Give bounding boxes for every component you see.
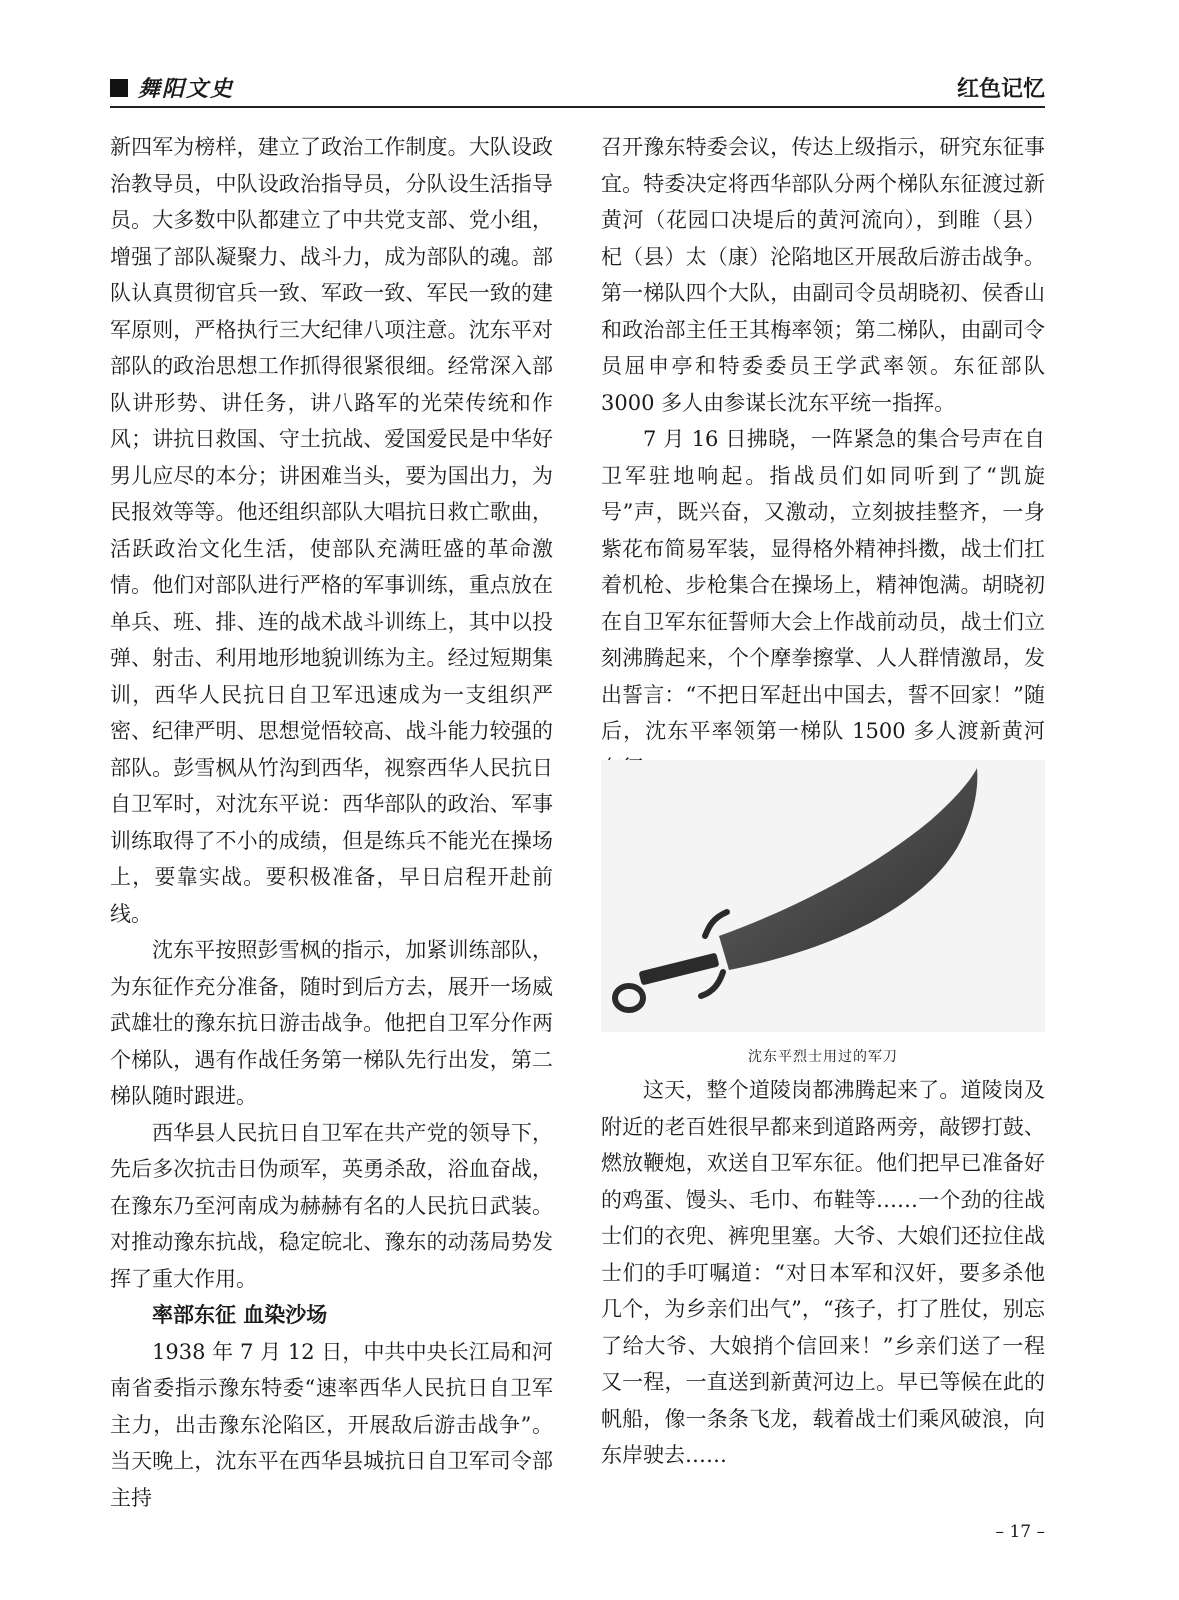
- guard-top: [705, 912, 727, 936]
- header-rule: [110, 106, 1045, 108]
- paragraph: 新四军为榜样，建立了政治工作制度。大队设政治教导员，中队设政治指导员，分队设生活指导员。大多数中队都建立了中共党支部、党小组，增强了部队凝聚力、战斗力，成为部队的魂。部队认真贯彻官兵一致、军政一致、军民一致的建军原则，严格执行三大纪律八项注意。沈东平对部队的政治思想工作抓得很紧很细。经常深入部队讲形势、讲任务，讲八路军的光荣传统和作风；讲抗日救国、守土抗战、爱国爱民是中华好男儿应尽的本分；讲困难当头，要为国出力，为民报效等等。他还组织部队大唱抗日救亡歌曲，活跃政治文化生活，使部队充满旺盛的革命激情。他们对部队进行严格的军事训练，重点放在单兵、班、排、连的战术战斗训练上，其中以投弹、射击、利用地形地貌训练为主。经过短期集训，西华人民抗日自卫军迅速成为一支组织严密、纪律严明、思想觉悟较高、战斗能力较强的部队。彭雪枫从竹沟到西华，视察西华人民抗日自卫军时，对沈东平说：西华部队的政治、军事训练取得了不小的成绩，但是练兵不能光在操场上，要靠实战。要积极准备，早日启程开赴前线。: [110, 135, 553, 926]
- blade: [719, 768, 977, 970]
- paragraph: 这天，整个道陵岗都沸腾起来了。道陵岗及附近的老百姓很早都来到道路两旁，敲锣打鼓、燃放鞭炮，欢送自卫军东征。他们把早已准备好的鸡蛋、馒头、毛巾、布鞋等……一个劲的往战士们的衣兜、裤兜里塞。大爷、大娘们还拉住战士们的手叮嘱道：“对日本军和汉奸，要多杀他几个，为乡亲们出气”，“孩子，打了胜仗，别忘了给大爷、大娘捎个信回来！”乡亲们送了一程又一程，一直送到新黄河边上。早已等候在此的帆船，像一条条飞龙，载着战士们乘风破浪，向东岸驶去……: [601, 1078, 1045, 1467]
- section-title: 红色记忆: [956, 77, 1045, 102]
- paragraph: 西华县人民抗日自卫军在共产党的领导下，先后多次抗击日伪顽军，英勇杀敌，浴血奋战，在豫东乃至河南成为赫赫有名的人民抗日武装。对推动豫东抗战，稳定皖北、豫东的动荡局势发挥了重大作用。: [110, 1120, 553, 1291]
- journal-title: 舞阳文史: [138, 76, 235, 102]
- grip: [638, 953, 719, 986]
- guard-bottom: [701, 972, 723, 996]
- section-heading: 率部东征 血染沙场: [152, 1303, 328, 1327]
- right-column-top: [601, 129, 1045, 786]
- sword-illustration: [601, 760, 1045, 1032]
- page-number: – 17 –: [995, 1522, 1045, 1542]
- paragraph: 沈东平按照彭雪枫的指示，加紧训练部队，为东征作充分准备，随时到后方去，展开一场威武雄壮的豫东抗日游击战争。他把自卫军分作两个梯队，遇有作战任务第一梯队先行出发，第二梯队随时跟进。: [110, 938, 553, 1108]
- header-square-mark: [110, 79, 128, 97]
- left-column: [110, 129, 553, 1516]
- sword-photo: [601, 760, 1045, 1032]
- paragraph: 召开豫东特委会议，传达上级指示，研究东征事宜。特委决定将西华部队分两个梯队东征渡过新黄河（花园口决堤后的黄河流向），到睢（县）杞（县）太（康）沦陷地区开展敌后游击战争。第一梯队四个大队，由副司令员胡晓初、侯香山和政治部主任王其梅率领；第二梯队，由副司令员屈申亭和特委委员王学武率领。东征部队 3000 多人由参谋长沈东平统一指挥。: [601, 135, 1045, 415]
- pommel-ring: [615, 986, 643, 1010]
- paragraph: 7 月 16 日拂晓，一阵紧急的集合号声在自卫军驻地响起。指战员们如同听到了“凯旋号”声，既兴奋，又激动，立刻披挂整齐，一身紫花布简易军装，显得格外精神抖擞，战士们扛着机枪、步枪集合在操场上，精神饱满。胡晓初在自卫军东征誓师大会上作战前动员，战士们立刻沸腾起来，个个摩拳擦掌、人人群情激昂，发出誓言：“不把日军赶出中国去，誓不回家！”随后，沈东平率领第一梯队 1500 多人渡新黄河: [601, 427, 1045, 743]
- running-header: [110, 72, 1045, 104]
- right-column-bottom: [601, 1072, 1045, 1474]
- paragraph: 1938 年 7 月 12 日，中共中央长江局和河南省委指示豫东特委“速率西华人民抗日自卫军主力，出击豫东沦陷区，开展敌后游击战争”。当天晚上，沈东平在西华县城抗日自卫军司令部主持: [110, 1339, 553, 1510]
- photo-caption: 沈东平烈士用过的军刀: [748, 1049, 898, 1065]
